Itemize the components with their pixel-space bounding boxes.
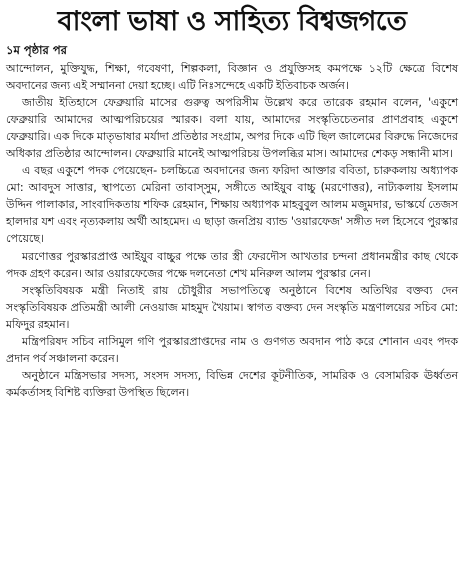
paragraph: আন্দোলন, মুক্তিযুদ্ধ, শিক্ষা, গবেষণা, শিল্পকলা, বিজ্ঞান ও প্রযুক্তিসহ কমপক্ষে ১২টি ক্ষেত্রে বিশেষ অবদানের জন্য এই সম্মাননা দেয়া হচ্ছে। এটি নিঃসন্দেহে একটি ইতিবাচক অর্জন। xyxy=(6,62,458,93)
paragraph: মন্ত্রিপরিষদ সচিব নাসিমুল গণি পুরস্কারপ্রাপ্তদের নাম ও গুণগত অবদান পাঠ করে শোনান এবং পদক প্রদান পর্ব সঞ্চালনা করেন। xyxy=(6,334,458,365)
headline: বাংলা ভাষা ও সাহিত্য বিশ্বজগতে xyxy=(57,6,407,37)
paragraph: মরণোত্তর পুরস্কারপ্রাপ্ত আইয়ুব বাচ্চুর পক্ষে তার স্ত্রী ফেরদৌস আখতার চন্দনা প্রধানমন্ত্রীর কাছ থেকে পদক গ্রহণ করেন। আর ওয়ারফেজের পক্ষে দলনেতা শেখ মনিরুল আলম পুরস্কার নেন। xyxy=(6,249,458,280)
paragraph: সংস্কৃতিবিষয়ক মন্ত্রী নিতাই রায় চৌধুরীর সভাপতিত্বে অনুষ্ঠানে বিশেষ অতিথির বক্তব্য দেন সংস্কৃতিবিষয়ক প্রতিমন্ত্রী আলী নেওয়াজ মাহমুদ খৈয়াম। স্বাগত বক্তব্য দেন সংস্কৃতি মন্ত্রণালয়ের সচিব মো: মফিদুর রহমান। xyxy=(6,283,458,331)
paragraph: অনুষ্ঠানে মন্ত্রিসভার সদস্য, সংসদ সদস্য, বিভিন্ন দেশের কূটনীতিক, সামরিক ও বেসামরিক ঊর্ধ্বতন কর্মকর্তাসহ বিশিষ্ট ব্যক্তিরা উপস্থিত ছিলেন। xyxy=(6,368,458,399)
article-body xyxy=(6,60,458,401)
paragraph: এ বছর একুশে পদক পেয়েছেন- চলচ্চিত্রে অবদানের জন্য ফরিদা আক্তার ববিতা, চারুকলায় অধ্যাপক মো: আবদুস সাত্তার, স্থাপত্যে মেরিনা তাবাস্সুম, সঙ্গীতে আইয়ুব বাচ্চু (মরণোত্তর), নাট্যকলায় ইসলাম উদ্দিন পালাকার, সাংবাদিকতায় শফিক রেহমান, শিক্ষায় অধ্যাপক মাহবুবুল আলম মজুমদার, ভাস্কর্যে তেজস হালদার যশ এবং নৃত্যকলায় অর্থী আহমেদ। এ ছাড়া জনপ্রিয় ব্যান্ড 'ওয়ারফেজ' সঙ্গীত দল হিসেবে পুরস্কার পেয়েছে। xyxy=(6,164,458,246)
continued-from-label: ১ম পৃষ্ঠার পর xyxy=(6,43,67,57)
paragraph: জাতীয় ইতিহাসে ফেব্রুয়ারি মাসের গুরুত্ব অপরিসীম উল্লেখ করে তারেক রহমান বলেন, 'একুশে ফেব্রুয়ারি আমাদের আত্মপরিচয়ের স্মারক। বলা যায়, আমাদের সংস্কৃতিচেতনার প্রাণপ্রবাহ একুশে ফেব্রুয়ারি। এক দিকে মাতৃভাষার মর্যাদা প্রতিষ্ঠার সংগ্রাম, অপর দিকে এটি ছিল জালেমের বিরুদ্ধে নিজেদের অধিকার প্রতিষ্ঠার আন্দোলন। ফেব্রুয়ারি মানেই আত্মপরিচয় উপলব্ধির মাস। আমাদের শেকড় সন্ধানী মাস। xyxy=(6,96,458,161)
